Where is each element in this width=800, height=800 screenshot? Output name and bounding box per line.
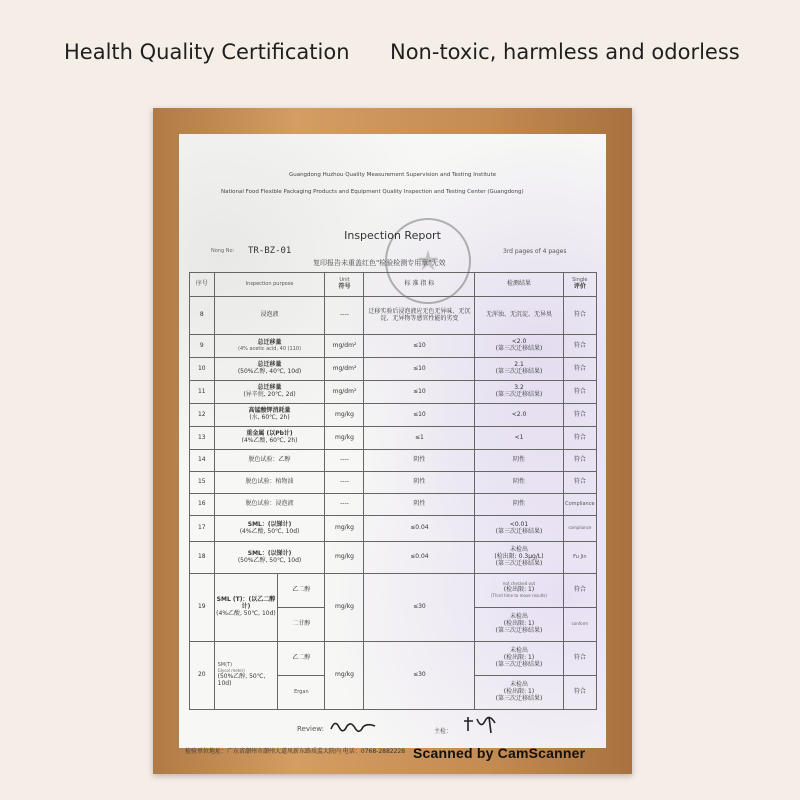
table-row: 14 脱色试验：乙醇 ---- 阴性 阴性 符合 [190,450,597,472]
center-name: National Food Flexible Packaging Products and Equipment Quality Inspection and Testing Center (Guangdong) [221,189,524,195]
table-row: 13 重金属 (以Pb计) (4%乙酸, 60℃, 2h) mg/kg ≤1 <1 符合 [190,427,597,450]
table-row: 16 脱色试验：浸泡液 ---- 阴性 阴性 Compliance [190,494,597,516]
caption-non-toxic: Non-toxic, harmless and odorless [390,40,740,64]
table-row: 9 总迁移量 (4% acetic acid, 40 (110) mg/dm² ≤10 <2.0 (第三次迁移结果) 符合 [190,335,597,358]
page-info: 3rd pages of 4 pages [503,248,567,255]
table-row: 11 总迁移量 (异辛烷, 20℃, 2d) mg/dm² ≤10 3.2 (第三次迁移结果) 符合 [190,381,597,404]
reviewer-signature-icon [329,717,377,735]
col-eval: Single 评价 [563,273,596,297]
table-row-20b: Ergan 未检出 (检出限: 1) (第三次迁移结果) 符合 [190,676,597,710]
report-no-label: Nong No: [211,248,235,254]
col-item: Inspection purpose [214,273,325,297]
table-row: 8 浸泡液 ---- 迁移实验后浸泡液应无色无异味、无沉淀、无异物等感官性能的劣变 无浑浊、无沉淀、无异臭 符合 [190,297,597,335]
table-row-19a: 19 SML (T)：(以乙二醇计) (4%乙酸, 50℃, 10d) 乙二醇 mg/kg ≤30 not checked out (检出限: 1) (Third time to move results) 符合 [190,574,597,608]
table-row: 10 总迁移量 (50%乙醇, 40℃, 10d) mg/dm² ≤10 2.1 (第三次迁移结果) 符合 [190,358,597,381]
wooden-frame [153,108,632,774]
table-row-19b: 二甘醇 未检出 (检出限: 1) (第三次迁移结果) conform [190,608,597,642]
table-row-20a: 20 SM(T) Glycol meter) (50%乙醇, 50℃, 10d) 乙二醇 mg/kg ≤30 未检出 (检出限: 1) (第三次迁移结果) 符合 [190,642,597,676]
col-seq: 序号 [190,273,215,297]
certificate-document [179,134,606,761]
inspector-signature-icon [461,715,501,735]
report-no-value: TR-BZ-01 [248,246,292,256]
table-row: 12 高锰酸钾消耗量 (水, 60℃, 2h) mg/kg ≤10 <2.0 符合 [190,404,597,427]
copy-notice: 复印报告未重盖红色"检验检测专用章"无效 [313,259,446,267]
inspection-table [189,272,597,710]
institute-name: Guangdong Huzhou Quality Measurement Supervision and Testing Institute [288,172,497,178]
table-row: 18 SML：(以锑计) (50%乙醇, 50℃, 10d) mg/kg ≤0.04 未检出 (检出限: 0.3μg/L) (第三次迁移结果) Fu Jin [190,542,597,574]
table-row: 15 脱色试验：植物油 ---- 阴性 阴性 符合 [190,472,597,494]
table-header-row [190,273,597,297]
review-label: Review: [297,725,324,733]
lab-address-footer: 检验单位地址：广东省潮州市潮州大道凤新东路质监大院内 电话：0768-2882228 [185,748,406,755]
col-result: 检测结果 [475,273,563,297]
caption-health-quality: Health Quality Certification [64,40,350,64]
col-req: 标 准 指 标 [364,273,475,297]
report-title: Inspection Report [344,229,441,242]
chief-inspector-label: 主检： [434,728,453,735]
camscanner-watermark: Scanned by CamScanner [413,745,586,761]
col-unit: Unit 符号 [325,273,364,297]
table-row: 17 SML：(以锑计) (4%乙酸, 50℃, 10d) mg/kg ≤0.04 <0.01 (第三次迁移结果) compliance [190,516,597,542]
